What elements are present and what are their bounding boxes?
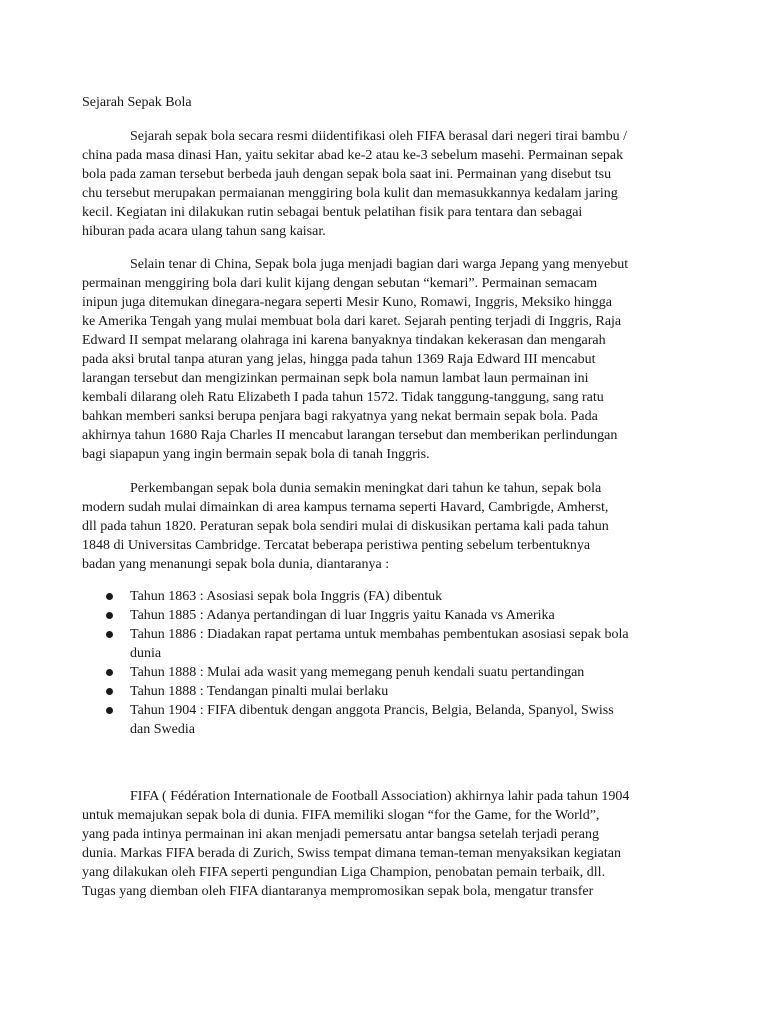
paragraph-line: pada aksi brutal tanpa aturan yang jelas, hingga pada tahun 1369 Raja Edward III mencabut bbox=[82, 352, 596, 367]
paragraph-line: FIFA ( Fédération Internationale de Football Association) akhirnya lahir pada tahun 1904 bbox=[130, 789, 630, 804]
list-item bbox=[82, 587, 702, 606]
list-item-line: dunia bbox=[130, 646, 162, 661]
list-item bbox=[82, 663, 702, 682]
paragraph-line: china pada masa dinasi Han, yaitu sekitar abad ke-2 atau ke-3 sebelum masehi. Permainan sepak bbox=[82, 148, 624, 163]
list-item-line: Tahun 1888 : Tendangan pinalti mulai berlaku bbox=[130, 684, 389, 699]
paragraph-line: Sejarah sepak bola secara resmi diidentifikasi oleh FIFA berasal dari negeri tirai bambu / bbox=[130, 129, 627, 144]
list-item-line: Tahun 1904 : FIFA dibentuk dengan anggota Prancis, Belgia, Belanda, Spanyol, Swiss bbox=[130, 703, 614, 718]
list-item-line: dan Swedia bbox=[130, 722, 195, 737]
paragraph-line: kecil. Kegiatan ini dilakukan rutin sebagai bentuk pelatihan fisik para tentara dan sebagai bbox=[82, 205, 583, 220]
paragraph-line: akhirnya tahun 1680 Raja Charles II mencabut larangan tersebut dan memberikan perlindungan bbox=[82, 428, 618, 443]
list-item bbox=[82, 606, 702, 625]
paragraph-1 bbox=[82, 127, 702, 241]
document-title: Sejarah Sepak Bola bbox=[82, 95, 192, 110]
bullet-icon bbox=[106, 631, 113, 638]
list-item bbox=[82, 625, 702, 663]
paragraph-line: kembali dilarang oleh Ratu Elizabeth I pada tahun 1572. Tidak tanggung-tanggung, sang ratu bbox=[82, 390, 604, 405]
paragraph-line: chu tersebut merupakan permaianan menggiring bola kulit dan memasukkannya kedalam jaring bbox=[82, 186, 618, 201]
list-item-line: Tahun 1885 : Adanya pertandingan di luar Inggris yaitu Kanada vs Amerika bbox=[130, 608, 555, 623]
list-item bbox=[82, 682, 702, 701]
list-item-line: Tahun 1888 : Mulai ada wasit yang memegang penuh kendali suatu pertandingan bbox=[130, 665, 585, 680]
event-list bbox=[82, 587, 702, 739]
paragraph-line: Perkembangan sepak bola dunia semakin meningkat dari tahun ke tahun, sepak bola bbox=[130, 481, 602, 496]
paragraph-line: badan yang menanungi sepak bola dunia, diantaranya : bbox=[82, 557, 390, 572]
paragraph-line: permainan menggiring bola dari kulit kijang dengan sebutan “kemari”. Permainan semacam bbox=[82, 276, 598, 291]
paragraph-line: ke Amerika Tengah yang mulai membuat bola dari karet. Sejarah penting terjadi di Inggris, Raja bbox=[82, 314, 622, 329]
paragraph-line: yang dilakukan oleh FIFA seperti pengundian Liga Champion, penobatan pemain terbaik, dll. bbox=[82, 865, 606, 880]
list-item-line: Tahun 1863 : Asosiasi sepak bola Inggris (FA) dibentuk bbox=[130, 589, 443, 604]
paragraph-4 bbox=[82, 787, 702, 901]
paragraph-line: dll pada tahun 1820. Peraturan sepak bola sendiri mulai di diskusikan pertama kali pada tahun bbox=[82, 519, 609, 534]
list-item bbox=[82, 701, 702, 739]
paragraph-line: dunia. Markas FIFA berada di Zurich, Swiss tempat dimana teman-teman menyaksikan kegiatan bbox=[82, 846, 621, 861]
bullet-icon bbox=[106, 612, 113, 619]
bullet-icon bbox=[106, 688, 113, 695]
bullet-icon bbox=[106, 669, 113, 676]
paragraph-line: Edward II sempat melarang olahraga ini karena banyaknya tindakan kekerasan dan mengarah bbox=[82, 333, 606, 348]
paragraph-2 bbox=[82, 255, 702, 464]
paragraph-line: bahkan memberi sanksi berupa penjara bagi rakyatnya yang nekat bermain sepak bola. Pada bbox=[82, 409, 598, 424]
paragraph-line: hiburan pada acara ulang tahun sang kaisar. bbox=[82, 224, 326, 239]
bullet-icon bbox=[106, 707, 113, 714]
paragraph-line: Tugas yang diemban oleh FIFA diantaranya mempromosikan sepak bola, mengatur transfer bbox=[82, 884, 594, 899]
paragraph-line: inipun juga ditemukan dinegara-negara seperti Mesir Kuno, Romawi, Inggris, Meksiko hingga bbox=[82, 295, 612, 310]
paragraph-line: Selain tenar di China, Sepak bola juga menjadi bagian dari warga Jepang yang menyebut bbox=[130, 257, 629, 272]
paragraph-line: larangan tersebut dan mengizinkan permainan sepk bola namun lambat laun permainan ini bbox=[82, 371, 589, 386]
paragraph-3 bbox=[82, 479, 702, 574]
paragraph-line: bagi siapapun yang ingin bermain sepak bola di tanah Inggris. bbox=[82, 447, 430, 462]
paragraph-line: modern sudah mulai dimainkan di area kampus ternama seperti Havard, Cambrigde, Amherst, bbox=[82, 500, 609, 515]
paragraph-line: yang pada intinya permainan ini akan menjadi pemersatu antar bangsa setelah terjadi perang bbox=[82, 827, 600, 842]
bullet-icon bbox=[106, 593, 113, 600]
paragraph-line: bola pada zaman tersebut berbeda jauh dengan sepak bola saat ini. Permainan yang disebut tsu bbox=[82, 167, 612, 182]
paragraph-line: untuk memajukan sepak bola di dunia. FIFA memiliki slogan “for the Game, for the World”, bbox=[82, 808, 600, 823]
paragraph-line: 1848 di Universitas Cambridge. Tercatat beberapa peristiwa penting sebelum terbentuknya bbox=[82, 538, 591, 553]
list-item-line: Tahun 1886 : Diadakan rapat pertama untuk membahas pembentukan asosiasi sepak bola bbox=[130, 627, 629, 642]
